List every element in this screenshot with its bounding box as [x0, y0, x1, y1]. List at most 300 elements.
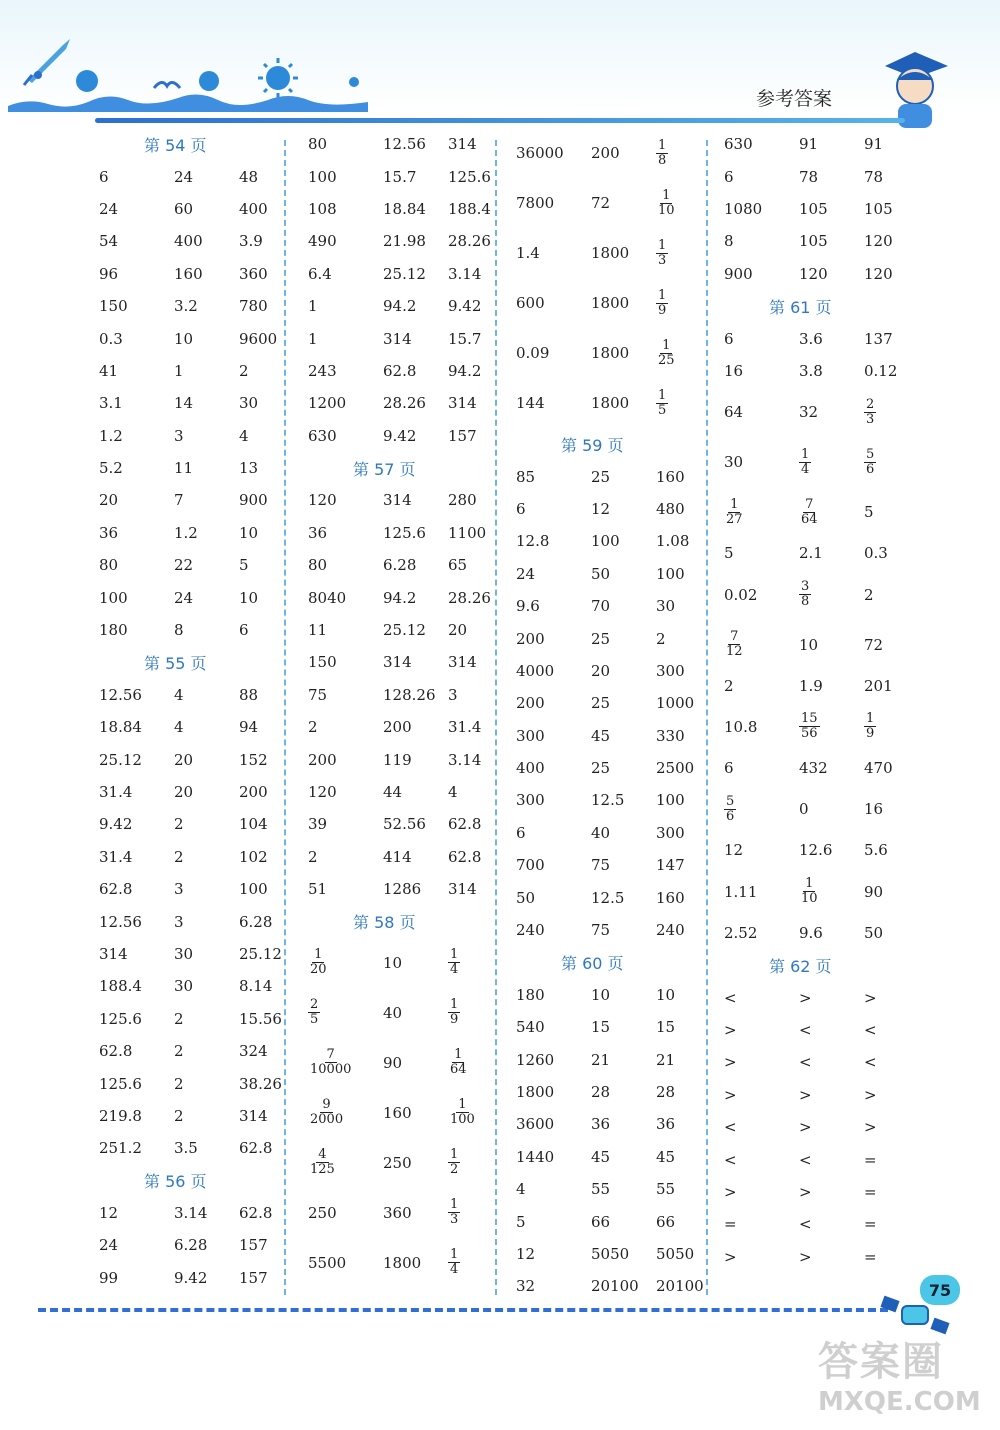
answer-row — [516, 378, 711, 428]
answer-cell: 12.56 — [99, 912, 142, 931]
answer-cell: 85 — [516, 467, 536, 486]
answer-cell: 314 — [448, 135, 477, 154]
answer-row — [308, 1088, 503, 1138]
answer-row — [724, 570, 919, 620]
answer-cell: 157 — [448, 426, 477, 445]
answer-row — [516, 278, 711, 328]
denominator: 2000 — [310, 1112, 344, 1128]
answer-row — [516, 1141, 711, 1173]
denominator: 8 — [658, 152, 667, 168]
answer-row — [724, 387, 919, 437]
answer-cell: 100 — [656, 791, 685, 810]
answer-cell: 700 — [516, 856, 545, 875]
answer-cell: 25 — [591, 629, 611, 648]
answer-row — [308, 420, 503, 452]
answer-row — [99, 776, 294, 808]
answer-cell: 90 — [864, 882, 884, 901]
answer-row — [308, 1138, 503, 1188]
answer-cell — [448, 998, 503, 1027]
answer-row — [308, 128, 503, 160]
answer-row — [516, 328, 711, 378]
answer-column-4 — [724, 128, 919, 1273]
watermark — [818, 1330, 988, 1425]
answer-cell: 24 — [99, 1236, 119, 1255]
page-heading: 第 56 页 — [144, 1172, 207, 1192]
denominator: 10 — [801, 891, 818, 907]
answer-cell: 414 — [383, 847, 412, 866]
answer-cell: 201 — [864, 676, 893, 695]
answer-cell: 12 — [516, 1244, 536, 1263]
answer-row — [99, 355, 294, 387]
answer-cell: 30 — [656, 597, 676, 616]
answer-row — [99, 484, 294, 516]
answer-row — [516, 228, 711, 278]
numerator: 7 — [730, 629, 739, 645]
answer-cell: 314 — [448, 880, 477, 899]
answer-row — [724, 1176, 919, 1208]
answer-cell: 52.56 — [383, 815, 426, 834]
numerator: 15 — [801, 711, 818, 727]
answer-cell: 3.6 — [799, 329, 823, 348]
answer-cell: 490 — [308, 232, 337, 251]
answer-row — [308, 988, 503, 1038]
numerator: 1 — [658, 237, 667, 253]
answer-cell: 120 — [864, 232, 893, 251]
answer-cell: 104 — [239, 815, 268, 834]
answer-cell — [448, 1198, 503, 1227]
answer-cell: 16 — [864, 800, 884, 819]
answer-row — [99, 517, 294, 549]
answer-cell — [799, 877, 864, 906]
answer-cell: 900 — [239, 491, 268, 510]
answer-row — [99, 679, 294, 711]
answer-cell: 9.42 — [448, 297, 482, 316]
answer-cell: 72 — [864, 635, 884, 654]
answer-cell: 105 — [799, 199, 828, 218]
answer-cell: 300 — [656, 823, 685, 842]
numerator: 1 — [458, 1097, 467, 1113]
answer-cell: > — [799, 1183, 812, 1201]
answer-cell: 2 — [656, 629, 666, 648]
answer-cell: 14 — [174, 394, 194, 413]
answer-row — [724, 1014, 919, 1046]
answer-cell: 28 — [591, 1083, 611, 1101]
answer-cell: 20100 — [591, 1277, 639, 1296]
denominator: 10 — [658, 202, 675, 218]
answer-row — [724, 160, 919, 192]
fraction — [308, 1048, 353, 1077]
answer-cell: 7800 — [516, 194, 555, 212]
answer-row — [724, 355, 919, 387]
answer-cell — [656, 239, 711, 268]
denominator: 3 — [866, 411, 875, 427]
answer-cell — [724, 498, 799, 527]
answer-row — [516, 525, 711, 557]
answer-cell: 5.6 — [864, 841, 888, 860]
numerator: 1 — [866, 711, 875, 727]
answer-row — [308, 711, 503, 743]
answer-cell: 120 — [864, 264, 893, 283]
answer-cell: 125.6 — [99, 1009, 142, 1028]
answer-cell: 91 — [799, 135, 819, 154]
answer-row — [724, 981, 919, 1013]
answer-row — [308, 193, 503, 225]
fraction — [799, 712, 820, 741]
answer-row — [99, 873, 294, 905]
answer-cell: 2 — [174, 1042, 184, 1061]
answer-cell: 31.4 — [448, 718, 482, 737]
answer-cell: 200 — [516, 694, 545, 713]
footer-divider — [38, 1308, 888, 1312]
answer-cell: 45 — [591, 1147, 611, 1166]
fraction — [448, 1198, 460, 1227]
answer-cell: 25.12 — [383, 621, 426, 640]
answer-cell — [724, 795, 799, 824]
fraction — [799, 448, 811, 477]
answer-cell: 0.02 — [724, 585, 758, 604]
answer-cell: 6.28 — [383, 556, 417, 575]
answer-cell: > — [864, 1118, 877, 1137]
answer-cell: 1.2 — [174, 523, 198, 542]
answer-cell: 6 — [99, 167, 109, 186]
answer-cell: 12.56 — [99, 685, 142, 704]
answer-cell: 15.7 — [448, 329, 482, 348]
answer-cell: 3 — [174, 880, 184, 899]
answer-row — [99, 808, 294, 840]
answer-cell: 41 — [99, 361, 119, 380]
answer-row — [516, 178, 711, 228]
answer-cell: 6 — [724, 329, 734, 348]
answer-cell: 630 — [308, 426, 337, 445]
answer-cell: 6 — [516, 823, 526, 842]
answer-cell: 80 — [308, 135, 328, 154]
answer-row — [308, 873, 503, 905]
answer-cell: 62.8 — [448, 847, 482, 866]
answer-cell: 1000 — [656, 694, 695, 713]
answer-cell: 100 — [308, 167, 337, 186]
answer-row — [308, 841, 503, 873]
answer-cell: < — [724, 988, 737, 1007]
answer-cell — [308, 1098, 383, 1127]
fraction — [799, 498, 820, 527]
answer-cell: 1.11 — [724, 882, 758, 901]
fraction — [448, 998, 460, 1027]
header-divider — [95, 118, 905, 123]
answer-row — [724, 1046, 919, 1078]
answer-cell: 96 — [99, 264, 119, 283]
answer-cell: > — [799, 1118, 812, 1137]
answer-row — [724, 834, 919, 866]
answer-cell: 25 — [591, 759, 611, 778]
answer-cell: 360 — [239, 264, 268, 283]
answer-cell: = — [864, 1183, 877, 1201]
answer-cell: 324 — [239, 1042, 268, 1061]
answer-cell: > — [724, 1183, 737, 1201]
answer-cell: 1.9 — [799, 676, 823, 695]
answer-cell: 6 — [239, 621, 249, 640]
answer-cell: 75 — [591, 921, 611, 940]
answer-cell: 24 — [99, 199, 119, 218]
answer-row — [308, 679, 503, 711]
answer-cell: 150 — [99, 297, 128, 316]
answer-cell: 5 — [864, 503, 874, 522]
answer-cell: 9600 — [239, 329, 278, 348]
answer-cell: 94.2 — [383, 588, 417, 607]
answer-row — [308, 581, 503, 613]
denominator: 3 — [658, 252, 667, 268]
answer-cell: 30 — [174, 944, 194, 963]
answer-cell: 200 — [516, 629, 545, 648]
answer-row — [99, 258, 294, 290]
watermark-title: 答案圈 — [818, 1339, 944, 1385]
answer-cell — [864, 448, 919, 477]
answer-cell — [448, 948, 503, 977]
answer-cell: 1.2 — [99, 426, 123, 445]
answer-cell: 10 — [656, 985, 676, 1004]
answer-cell: 432 — [799, 759, 828, 778]
fraction — [308, 998, 320, 1027]
denominator: 9 — [866, 726, 875, 742]
answer-cell: 5 — [239, 556, 249, 575]
answer-cell: 120 — [308, 783, 337, 801]
answer-cell: 119 — [383, 750, 412, 769]
answer-cell: 152 — [239, 750, 268, 769]
answer-cell: 80 — [99, 556, 119, 575]
fraction — [448, 948, 460, 977]
answer-cell: 2 — [308, 718, 318, 737]
answer-cell — [448, 1098, 503, 1127]
answer-cell: 200 — [383, 718, 412, 737]
answer-cell: 5500 — [308, 1253, 347, 1272]
answer-cell: 3 — [448, 685, 458, 704]
answer-cell: 8 — [724, 232, 734, 251]
answer-cell: 15 — [591, 1018, 611, 1037]
fraction — [864, 398, 876, 427]
answer-cell: 36 — [99, 523, 119, 542]
answer-cell: 3.9 — [239, 232, 263, 251]
answer-row — [99, 1197, 294, 1229]
denominator: 6 — [726, 808, 735, 824]
answer-cell — [448, 1048, 503, 1077]
denominator: 4 — [801, 461, 810, 477]
answer-cell: 3 — [174, 912, 184, 931]
answer-cell: = — [724, 1215, 737, 1234]
answer-cell: 8.14 — [239, 977, 273, 996]
answer-row — [516, 752, 711, 784]
answer-cell: 219.8 — [99, 1106, 142, 1125]
answer-cell: 3600 — [516, 1115, 555, 1134]
answer-cell: 50 — [516, 888, 536, 907]
answer-cell: 12 — [591, 499, 611, 518]
answer-row — [724, 917, 919, 949]
answer-cell: 1 — [174, 361, 184, 380]
answer-cell: 108 — [308, 199, 337, 218]
fraction — [308, 948, 329, 977]
answer-cell: 62.8 — [383, 361, 417, 380]
answer-row — [99, 905, 294, 937]
answer-cell: 31.4 — [99, 847, 133, 866]
answer-row — [724, 784, 919, 834]
answer-row — [724, 193, 919, 225]
answer-cell: 3.14 — [174, 1204, 208, 1223]
answer-cell — [308, 1148, 383, 1177]
answer-cell: 25 — [591, 694, 611, 713]
answer-cell: 0.09 — [516, 344, 550, 362]
answer-cell: 45 — [591, 726, 611, 745]
answer-row — [724, 620, 919, 670]
answer-cell: 11 — [174, 459, 194, 478]
answer-cell: < — [864, 1021, 877, 1040]
answer-cell: 11 — [308, 621, 328, 640]
numerator: 1 — [450, 1147, 459, 1163]
answer-cell: 3.8 — [799, 361, 823, 380]
answer-row — [99, 549, 294, 581]
answer-row — [516, 1205, 711, 1237]
answer-cell: 240 — [516, 921, 545, 940]
answer-cell: 4 — [174, 718, 184, 737]
answer-cell: 1800 — [591, 294, 630, 312]
answer-cell: 2 — [174, 1106, 184, 1125]
denominator: 10000 — [310, 1062, 352, 1078]
numerator: 1 — [450, 997, 459, 1013]
answer-row — [516, 128, 711, 178]
answer-cell: 8 — [174, 621, 184, 640]
answer-cell — [448, 1148, 503, 1177]
answer-cell: 90 — [383, 1053, 403, 1072]
answer-cell: > — [864, 1085, 877, 1104]
answer-cell: 4000 — [516, 661, 555, 680]
answer-cell: > — [724, 1085, 737, 1104]
denominator: 25 — [658, 352, 675, 368]
answer-cell: 2.1 — [799, 544, 823, 563]
answer-row — [724, 752, 919, 784]
answer-cell: 36 — [656, 1115, 676, 1134]
numerator: 2 — [310, 997, 319, 1013]
answer-cell: 16 — [724, 361, 744, 380]
answer-row — [724, 322, 919, 354]
numerator: 1 — [454, 1047, 463, 1063]
answer-cell: 25.12 — [99, 750, 142, 769]
answer-row — [99, 1229, 294, 1261]
top-banner — [0, 0, 1000, 130]
answer-cell — [308, 1048, 383, 1077]
answer-cell: 75 — [591, 856, 611, 875]
answer-row — [516, 1011, 711, 1043]
answer-cell: 160 — [383, 1103, 412, 1122]
answer-cell: 9.42 — [99, 815, 133, 834]
answer-row — [516, 1270, 711, 1302]
answer-row — [308, 743, 503, 775]
answer-cell: 15.56 — [239, 1009, 282, 1028]
numerator: 1 — [730, 496, 739, 512]
answer-cell: 20100 — [656, 1277, 704, 1296]
answer-cell: 314 — [448, 653, 477, 672]
answer-cell: 12.5 — [591, 791, 625, 810]
answer-cell: 30 — [724, 453, 744, 472]
answer-column-3 — [516, 128, 711, 1303]
answer-cell: 105 — [799, 232, 828, 251]
answer-cell: 1800 — [591, 344, 630, 362]
fraction — [448, 1148, 460, 1177]
answer-row — [99, 841, 294, 873]
answer-cell: 66 — [656, 1212, 676, 1231]
answer-cell: 188.4 — [99, 977, 142, 996]
fraction — [864, 448, 876, 477]
fraction — [724, 498, 745, 527]
answer-row — [516, 817, 711, 849]
numerator: 1 — [658, 287, 667, 303]
numerator: 5 — [866, 446, 875, 462]
answer-cell: > — [724, 1247, 737, 1266]
answer-cell: 7 — [174, 491, 184, 510]
fraction — [656, 239, 668, 268]
answer-row — [516, 493, 711, 525]
denominator: 4 — [450, 962, 459, 978]
answer-cell: 28.26 — [448, 232, 491, 251]
answer-row — [516, 1238, 711, 1270]
answer-row — [516, 979, 711, 1011]
answer-cell: 5.2 — [99, 459, 123, 478]
answer-cell — [656, 189, 711, 218]
answer-cell: < — [864, 1053, 877, 1072]
answer-cell: 70 — [591, 597, 611, 616]
answer-row — [99, 160, 294, 192]
answer-cell: 28.26 — [448, 588, 491, 607]
answer-cell — [448, 1248, 503, 1277]
answer-cell: > — [799, 988, 812, 1007]
answer-cell: 50 — [864, 923, 884, 942]
answer-cell: 6 — [516, 499, 526, 518]
answer-cell: 28.26 — [383, 394, 426, 413]
answer-cell: 3.2 — [174, 297, 198, 316]
answer-cell: 200 — [591, 144, 620, 162]
answer-cell: 10 — [591, 985, 611, 1004]
answer-cell: 10 — [174, 329, 194, 348]
answer-row — [724, 1143, 919, 1175]
answer-cell: 125.6 — [448, 167, 491, 186]
answer-row — [99, 225, 294, 257]
answer-cell: 25 — [591, 467, 611, 486]
numerator: 7 — [805, 496, 814, 512]
numerator: 7 — [326, 1047, 335, 1063]
answer-cell: 25.12 — [383, 264, 426, 283]
denominator: 64 — [450, 1062, 467, 1078]
fraction — [308, 1098, 345, 1127]
answer-row — [516, 1076, 711, 1108]
numerator: 9 — [322, 1097, 331, 1113]
answer-row — [516, 655, 711, 687]
fraction — [864, 712, 876, 741]
answer-cell — [308, 998, 383, 1027]
answer-cell: 200 — [308, 750, 337, 769]
answer-cell: 40 — [591, 823, 611, 842]
answer-cell: 54 — [99, 232, 119, 251]
answer-row — [308, 484, 503, 516]
answer-cell: 1800 — [383, 1253, 422, 1272]
answer-cell: 15.7 — [383, 167, 417, 186]
denominator: 100 — [450, 1112, 475, 1128]
answer-cell: 105 — [864, 199, 893, 218]
answer-cell: 6 — [724, 167, 734, 186]
star-icon — [348, 76, 360, 88]
answer-cell: 2 — [308, 847, 318, 866]
answer-cell: 128.26 — [383, 685, 436, 704]
answer-cell: 240 — [656, 921, 685, 940]
answer-cell: 6.28 — [239, 912, 273, 931]
rocket-icon — [18, 35, 78, 90]
page-number: 75 — [920, 1275, 960, 1305]
page-heading: 第 58 页 — [353, 913, 416, 933]
